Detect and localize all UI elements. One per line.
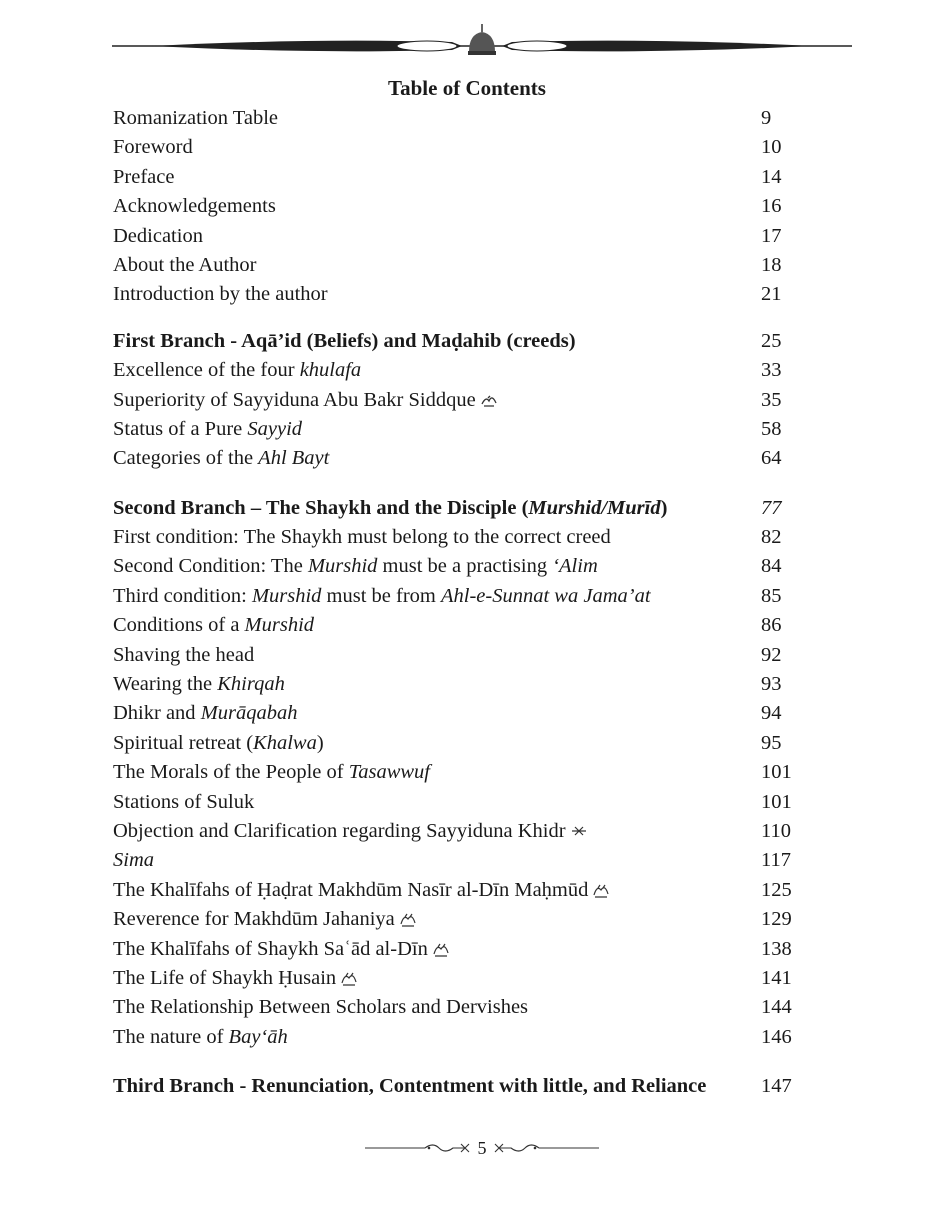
toc-entry-page: 125 <box>761 878 792 901</box>
toc-entry-page: 33 <box>761 359 782 382</box>
toc-entry-label: Sima <box>113 849 154 872</box>
toc-entry-label: Objection and Clarification regarding Sayyiduna Khidr <box>113 817 588 846</box>
toc-entry-page: 64 <box>761 447 782 470</box>
toc-entry <box>113 1023 793 1052</box>
toc-entry <box>113 905 793 934</box>
toc-entry-page: 21 <box>761 283 782 306</box>
toc-entry-label: Second Branch – The Shaykh and the Disciple (Murshid/Murīd) <box>113 496 668 519</box>
toc-entry-label: About the Author <box>113 253 257 276</box>
toc-entry-page: 25 <box>761 329 782 352</box>
toc-entry-label: The Khalīfahs of Shaykh Saʿād al-Dīn <box>113 935 450 964</box>
honorific-icon <box>340 970 358 986</box>
toc-entry <box>113 251 793 280</box>
toc-entry <box>113 444 793 473</box>
toc-entry-page: 18 <box>761 253 782 276</box>
dome-icon <box>468 24 496 55</box>
toc-entry <box>113 729 793 758</box>
toc-entry-label: Shaving the head <box>113 643 255 666</box>
toc-entry-label: Preface <box>113 165 175 188</box>
honorific-icon <box>592 882 610 898</box>
toc-entry-page: 35 <box>761 388 782 411</box>
toc-entry <box>113 104 793 133</box>
toc-section-heading <box>113 1072 793 1101</box>
toc-entry-page: 144 <box>761 996 792 1019</box>
toc-entry <box>113 758 793 787</box>
toc-entry <box>113 133 793 162</box>
page-title: Table of Contents <box>388 76 546 100</box>
toc-entry-label: Wearing the Khirqah <box>113 673 285 696</box>
page-number: 5 <box>477 1138 487 1158</box>
toc-entry-page: 95 <box>761 731 782 754</box>
toc-entry <box>113 356 793 385</box>
toc-entry-page: 138 <box>761 937 792 960</box>
toc-entry <box>113 523 793 552</box>
toc-entry-label: Dedication <box>113 224 203 247</box>
toc-entry <box>113 788 793 817</box>
toc-entry-page: 147 <box>761 1075 792 1098</box>
toc-entry-page: 77 <box>761 496 782 519</box>
toc-section-heading <box>113 494 793 523</box>
toc-entry-page: 85 <box>761 584 782 607</box>
toc-entry-label: Third condition: Murshid must be from Ahl-e-Sunnat wa Jama’at <box>113 584 651 607</box>
toc-entry <box>113 192 793 221</box>
toc-entry-label: The nature of Bay‘āh <box>113 1025 288 1048</box>
toc-entry <box>113 993 793 1022</box>
page-footer <box>365 1136 599 1160</box>
toc-entry-label: The Relationship Between Scholars and Dervishes <box>113 996 529 1019</box>
toc-entry-page: 9 <box>761 107 772 129</box>
toc-entry <box>113 670 793 699</box>
toc-entry-page: 94 <box>761 702 782 725</box>
toc-entry-page: 129 <box>761 908 792 931</box>
toc-entry-page: 101 <box>761 790 792 813</box>
toc-entry-label: Third Branch - Renunciation, Contentment with little, and Reliance <box>113 1075 707 1098</box>
toc-entry-label: First condition: The Shaykh must belong to the correct creed <box>113 526 611 549</box>
toc-entry-page: 146 <box>761 1025 792 1048</box>
toc-entry-label: Second Condition: The Murshid must be a practising ‘Alim <box>113 555 598 578</box>
toc-entry-label: Romanization Table <box>113 107 278 129</box>
toc-entry <box>113 222 793 251</box>
toc-entry-label: Acknowledgements <box>113 195 276 218</box>
toc-entry-page: 58 <box>761 417 782 440</box>
toc-entry-label: Introduction by the author <box>113 283 328 306</box>
table-of-contents <box>113 104 793 1102</box>
toc-entry-page: 16 <box>761 195 782 218</box>
honorific-icon <box>432 941 450 957</box>
toc-entry-label: Excellence of the four khulafa <box>113 359 362 382</box>
toc-entry-label: Conditions of a Murshid <box>113 614 315 637</box>
toc-entry-label: Spiritual retreat (Khalwa) <box>113 731 324 754</box>
toc-entry-page: 17 <box>761 224 782 247</box>
toc-entry-label: Reverence for Makhdūm Jahaniya <box>113 905 417 934</box>
toc-entry-label: Stations of Suluk <box>113 790 255 813</box>
honorific-icon <box>399 911 417 927</box>
toc-entry-page: 84 <box>761 555 782 578</box>
toc-entry-page: 93 <box>761 673 782 696</box>
toc-entry <box>113 846 793 875</box>
toc-entry <box>113 280 793 309</box>
toc-entry-label: First Branch - Aqā’id (Beliefs) and Maḍahib (creeds) <box>113 329 576 352</box>
toc-entry <box>113 641 793 670</box>
toc-entry <box>113 817 793 846</box>
toc-entry <box>113 163 793 192</box>
honorific-icon <box>480 392 498 408</box>
honorific-icon <box>570 823 588 839</box>
toc-entry-label: Categories of the Ahl Bayt <box>113 447 330 470</box>
toc-entry-page: 82 <box>761 526 782 549</box>
toc-entry-label: The Life of Shaykh Ḥusain <box>113 964 358 993</box>
toc-entry <box>113 964 793 993</box>
toc-entry <box>113 386 793 415</box>
header-ornament <box>112 20 852 68</box>
toc-section-heading <box>113 327 793 356</box>
toc-entry-label: Dhikr and Murāqabah <box>113 702 298 725</box>
toc-entry <box>113 611 793 640</box>
toc-entry-page: 14 <box>761 165 782 188</box>
toc-entry-page: 117 <box>761 849 791 872</box>
toc-entry-label: The Morals of the People of Tasawwuf <box>113 761 430 784</box>
toc-entry <box>113 582 793 611</box>
toc-entry-page: 101 <box>761 761 792 784</box>
toc-entry-label: Status of a Pure Sayyid <box>113 417 303 440</box>
toc-entry-page: 10 <box>761 136 782 159</box>
toc-entry-page: 92 <box>761 643 782 666</box>
toc-entry <box>113 552 793 581</box>
toc-entry <box>113 935 793 964</box>
toc-entry <box>113 876 793 905</box>
toc-entry-label: Superiority of Sayyiduna Abu Bakr Siddque <box>113 386 498 415</box>
toc-entry-label: Foreword <box>113 136 193 159</box>
toc-entry-page: 110 <box>761 819 791 842</box>
toc-entry <box>113 415 793 444</box>
toc-entry-page: 141 <box>761 966 792 989</box>
toc-entry-page: 86 <box>761 614 782 637</box>
toc-entry <box>113 699 793 728</box>
toc-entry-label: The Khalīfahs of Ḥaḍrat Makhdūm Nasīr al-Dīn Maḥmūd <box>113 876 610 905</box>
